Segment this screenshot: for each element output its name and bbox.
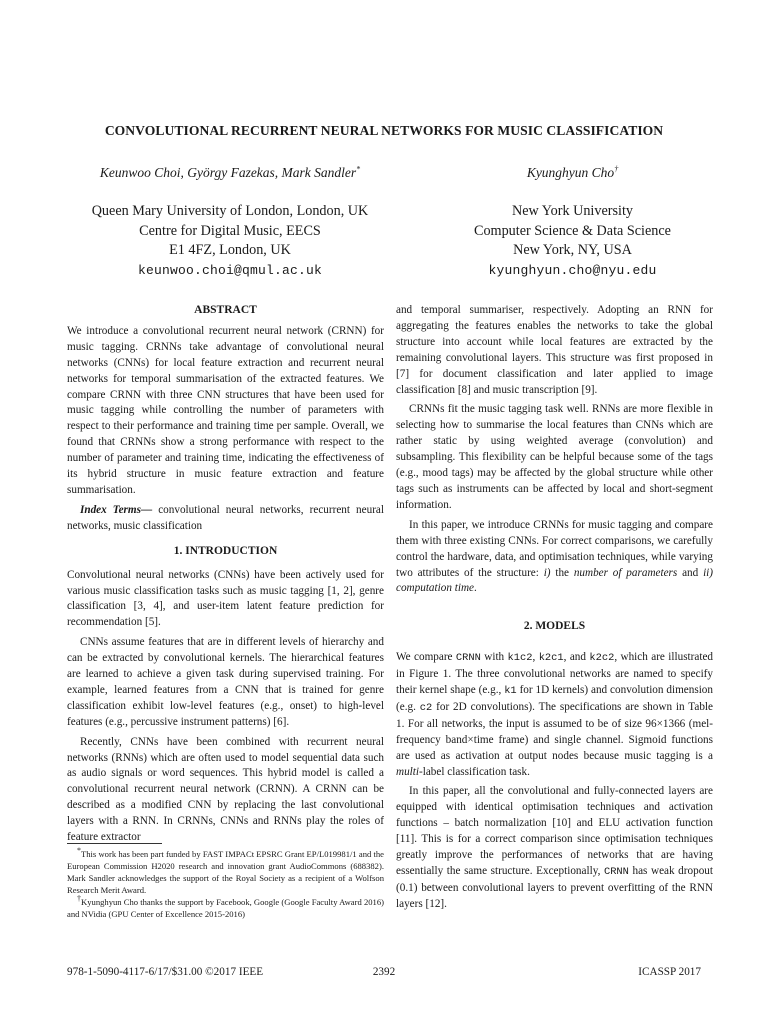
text-run: In this paper, all the convolutional and fully-connected layers are equipped with identical optimisation techniques and activation functions – batch normalization [10] and ELU activation function [11]. This is for a correct comparison since optimisation techniques greatly improve the performances of networks that are having essentially the same structure. Exceptionally, — [396, 785, 713, 877]
text-run: has weak dropout (0.1) between convolutional layers to prevent overfitting of the RNN layers [12]. — [396, 865, 713, 910]
intro-paragraph-1: Convolutional neural networks (CNNs) have been actively used for various music classification tasks such as music tagging [1, 2], genre classification [3, 4], and user-item latent feature prediction for recommendation [5]. — [67, 568, 384, 629]
left-column — [67, 303, 384, 846]
author-names-left — [60, 164, 400, 202]
text-run: with — [480, 651, 508, 664]
author-block-right — [400, 164, 745, 280]
abstract-text: We introduce a convolutional recurrent neural network (CRNN) for music tagging. CRNNs take advantage of convolutional neural networks (CNNs) for local feature extraction and recurrent neural networks for temporal summarisation of the extracted features. We compare CRNN with three CNN structures that have been used for music tagging while controlling the number of parameters with respect to their performance and training time per sample. Overall, we found that CRNNs show a strong performance with respect to the number of parameter and training time, indicating the effectiveness of its hybrid structure in music feature extraction and feature summarisation. — [67, 324, 384, 496]
footnote-1 — [67, 848, 384, 896]
text-run: -label classification task. — [419, 765, 530, 778]
intro-paragraph-4: CRNNs fit the music tagging task well. RNNs are more flexible in selecting how to summarise the local features than CNNs which are rather static by using weighted average (convolution) and subsampling. This flexibility can be helpful because some of the tags (e.g., mood tags) may be affected by the global structure while other tags such as instruments can be affected by local and short-segment information. — [396, 403, 713, 511]
author-email-left[interactable]: keunwoo.choi@qmul.ac.uk — [137, 262, 323, 278]
author-email-right[interactable]: kyunghyun.cho@nyu.edu — [488, 262, 657, 278]
affiliation-line: New York, NY, USA — [513, 242, 632, 258]
abstract-heading: ABSTRACT — [194, 304, 257, 316]
footer-isbn: 978-1-5090-4117-6/17/$31.00 ©2017 IEEE — [67, 966, 264, 978]
footnote-mark: * — [77, 846, 81, 856]
author-block-left — [60, 164, 400, 280]
models-paragraph-1 — [396, 650, 713, 780]
code-token: CRNN — [603, 866, 629, 878]
text-run-italic: ii) computation time — [396, 566, 714, 595]
footer-page-number: 2392 — [372, 966, 396, 978]
text-run-italic: number of parameters — [573, 566, 678, 579]
index-terms-text: convolutional neural networks, recurrent neural networks, music classification — [67, 503, 384, 532]
text-run: the — [550, 566, 574, 579]
intro-paragraph-5 — [396, 518, 713, 598]
affiliation-line: New York University — [512, 203, 633, 219]
affiliation-line: E1 4FZ, London, UK — [169, 242, 291, 258]
code-token: k1c2 — [507, 652, 533, 665]
code-token: CRNN — [455, 652, 481, 665]
index-terms-label: Index Terms— — [80, 503, 153, 516]
models-paragraph-2 — [396, 784, 713, 912]
footnote-text: This work has been part funded by FAST IMPACt EPSRC Grant EP/L019981/1 and the European Commission H2020 research and innovation grant AudioCommons (688382). Mark Sandler acknowledges the support of the Royal Society as a recipient of a Wolfson Research Merit Award. — [67, 849, 384, 895]
author-names-right — [400, 164, 745, 202]
affiliation-line: Queen Mary University of London, London, UK — [91, 203, 369, 219]
intro-heading: 1. INTRODUCTION — [173, 544, 278, 557]
author-names-text: Kyunghyun Cho — [526, 165, 615, 180]
footnote-mark: † — [77, 894, 82, 904]
text-run: , which are illustrated in Figure 1. The three convolutional networks are named to specify their kernel shape (e.g., — [396, 651, 714, 697]
footnote-2 — [67, 896, 384, 920]
author-names-text: Keunwoo Choi, György Fazekas, Mark Sandler — [99, 165, 357, 180]
author-mark: † — [614, 164, 619, 174]
text-run: We compare — [396, 651, 456, 664]
text-run: for 2D convolutions). The specifications are shown in Table 1. For all networks, the input is assumed to be of size 96×1366 (mel-frequency band×time frame) and single channel. Sigmoid functions are used as activation at output nodes because music tagging is a — [396, 700, 713, 762]
code-token: k1 — [504, 685, 517, 698]
code-token: k2c2 — [589, 652, 615, 665]
text-run: . — [474, 582, 477, 595]
right-column — [396, 303, 713, 913]
footnote-divider — [67, 843, 162, 844]
code-token: c2 — [419, 701, 433, 714]
footer-venue: ICASSP 2017 — [638, 966, 701, 978]
affiliation-line: Centre for Digital Music, EECS — [139, 222, 321, 239]
models-heading: 2. MODELS — [523, 620, 586, 633]
affiliation-line: Computer Science & Data Science — [474, 222, 671, 239]
intro-paragraph-3: Recently, CNNs have been combined with recurrent neural networks (RNNs) which are often used to model sequential data such as audio signals or word sequences. This hybrid model is called a convolutional recurrent neural network (CRNN). A CRNN can be described as a modified CNN by replacing the last convolutional layers with a RNN. In CRNNs, CNNs and RNNs play the roles of feature extractor — [67, 735, 384, 844]
intro-paragraph-3-continued: and temporal summariser, respectively. Adopting an RNN for aggregating the features enables the networks to take the global structure into account while local features are extracted by the remaining convolutional layers. This structure was first proposed in [7] for document classification and later applied to image classification [8] and music transcription [9]. — [396, 304, 713, 396]
text-run: , and — [563, 651, 590, 664]
footnote-text: Kyunghyun Cho thanks the support by Facebook, Google (Google Faculty Award 2016) and NVidia (GPU Center of Excellence 2015-2016) — [67, 897, 384, 919]
text-run: for 1D kernels) and convolution dimension (e.g. — [396, 684, 713, 713]
paper-title: CONVOLUTIONAL RECURRENT NEURAL NETWORKS FOR MUSIC CLASSIFICATION — [104, 123, 664, 138]
text-run: , — [532, 651, 539, 664]
text-run: In this paper, we introduce CRNNs for music tagging and compare them with three existing CNNs. For correct comparisons, we carefully control the hardware, data, and optimisation techniques, while varying two attributes of the structure: — [396, 518, 713, 579]
footnotes — [67, 848, 384, 920]
index-terms — [67, 503, 384, 535]
author-mark: * — [356, 164, 361, 174]
intro-paragraph-2: CNNs assume features that are in different levels of hierarchy and can be extracted by convolutional kernels. The hierarchical features are learned to achieve a given task during supervised training. For example, learned features from a CNN that is trained for genre classification exhibit low-level features (e.g., onset) to high-level features (e.g., percussive instrument patterns) [6]. — [67, 636, 384, 728]
code-token: k2c1 — [538, 652, 564, 665]
text-run: and — [677, 566, 704, 579]
text-run-italic: multi — [396, 765, 419, 778]
text-run-italic: i) — [543, 566, 551, 579]
